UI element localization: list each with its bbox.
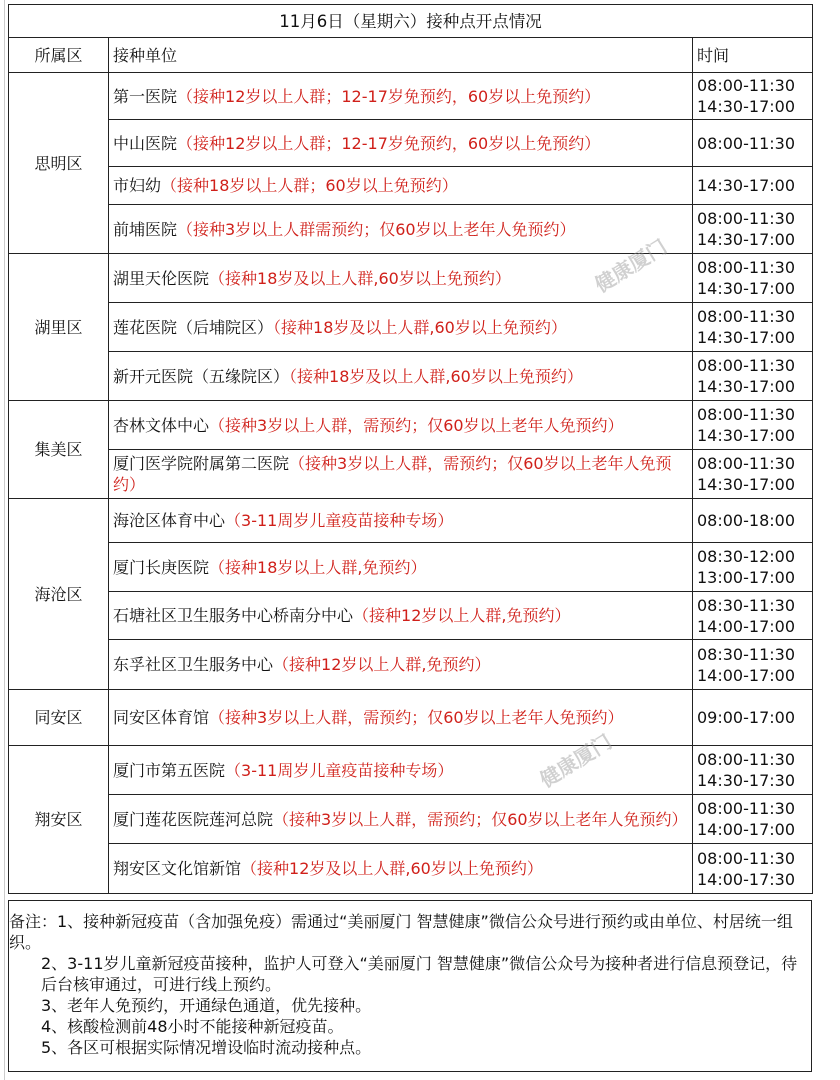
site-row xyxy=(9,352,813,401)
time-range: 14:30-17:00 xyxy=(697,426,795,445)
time-cell xyxy=(693,795,813,844)
time-range: 14:00-17:00 xyxy=(697,820,795,839)
watermark: 健康厦门 xyxy=(535,729,617,793)
site-row xyxy=(9,746,813,795)
district-name: 翔安区 xyxy=(9,746,109,894)
time-range: 08:00-11:30 xyxy=(697,258,795,277)
time-range: 08:00-18:00 xyxy=(697,511,795,530)
time-range: 08:00-11:30 xyxy=(697,133,795,153)
time-range: 08:00-11:30 xyxy=(697,307,795,326)
vaccination-schedule-table xyxy=(8,4,813,894)
time-range: 08:00-11:30 xyxy=(697,750,795,769)
site-row xyxy=(9,543,813,592)
remark-4: 4、核酸检测前48小时不能接种新冠疫苗。 xyxy=(41,1017,344,1036)
time-range: 08:00-11:30 xyxy=(697,405,795,424)
site-note: （接种3岁以上人群，需预约；仅60岁以上老年人免预约） xyxy=(209,708,624,727)
time-cell xyxy=(693,401,813,450)
site-row xyxy=(9,640,813,690)
site-row xyxy=(9,120,813,167)
time-cell xyxy=(693,450,813,499)
time-range: 14:00-17:00 xyxy=(697,665,795,685)
site-name: 厦门医学院附属第二医院 xyxy=(113,454,290,473)
time-cell xyxy=(693,640,813,690)
site-name: 新开元医院（五缘院区） xyxy=(113,366,290,386)
site-cell xyxy=(109,167,693,205)
time-range: 14:30-17:00 xyxy=(697,230,795,249)
site-note: （接种18岁及以上人群,60岁以上免预约） xyxy=(209,268,511,288)
time-range: 14:30-17:00 xyxy=(697,377,795,396)
site-note: （接种12岁以上人群,免预约） xyxy=(353,606,571,625)
district-name: 同安区 xyxy=(9,690,109,746)
site-note: （接种3岁以上人群，需预约；仅60岁以上老年人免预约） xyxy=(273,809,688,829)
site-cell xyxy=(109,499,693,543)
site-note: （接种18岁及以上人群,60岁以上免预约） xyxy=(273,317,567,337)
time-range: 08:00-11:30 xyxy=(697,209,795,228)
site-cell xyxy=(109,640,693,690)
site-row xyxy=(9,73,813,120)
site-note: （3-11周岁儿童疫苗接种专场） xyxy=(225,511,454,530)
time-cell xyxy=(693,205,813,254)
site-cell xyxy=(109,450,693,499)
time-cell xyxy=(693,690,813,746)
time-cell xyxy=(693,499,813,543)
site-name: 第一医院 xyxy=(113,86,178,106)
site-cell xyxy=(109,844,693,894)
site-note: （接种3岁以上人群，需预约；仅60岁以上老年人免预约） xyxy=(209,415,624,435)
header-site: 接种单位 xyxy=(109,38,693,73)
site-row xyxy=(9,450,813,499)
time-range: 08:30-11:30 xyxy=(697,644,795,664)
time-range: 08:00-11:30 xyxy=(697,848,795,868)
time-range: 08:30-11:30 xyxy=(697,595,795,615)
site-name: 东孚社区卫生服务中心 xyxy=(113,655,274,674)
remark-3: 3、老年人免预约，开通绿色通道，优先接种。 xyxy=(41,996,372,1015)
site-row xyxy=(9,499,813,543)
time-cell xyxy=(693,167,813,205)
time-cell xyxy=(693,844,813,894)
site-name: 石塘社区卫生服务中心桥南分中心 xyxy=(113,606,354,625)
time-range: 08:00-11:30 xyxy=(697,76,795,95)
site-cell xyxy=(109,73,693,120)
time-range: 08:30-12:00 xyxy=(697,547,795,566)
time-range: 14:30-17:00 xyxy=(697,279,795,298)
time-range: 08:00-11:30 xyxy=(697,454,795,473)
time-range: 08:00-11:30 xyxy=(697,799,795,818)
site-name: 厦门莲花医院莲河总院 xyxy=(113,809,274,829)
site-cell xyxy=(109,352,693,401)
site-note: （接种3岁以上人群需预约；仅60岁以上老年人免预约） xyxy=(177,219,576,239)
time-cell xyxy=(693,746,813,795)
district-name: 海沧区 xyxy=(9,499,109,690)
site-name: 莲花医院（后埔院区） xyxy=(113,317,274,337)
site-name: 厦门市第五医院 xyxy=(113,760,226,780)
site-row xyxy=(9,167,813,205)
time-cell xyxy=(693,543,813,592)
time-range: 14:00-17:30 xyxy=(697,869,795,889)
time-range: 14:30-17:30 xyxy=(697,771,795,790)
time-range: 14:30-17:00 xyxy=(697,97,795,116)
site-name: 前埔医院 xyxy=(113,219,178,239)
watermark: 健康厦门 xyxy=(590,234,672,298)
site-name: 厦门长庚医院 xyxy=(113,557,210,577)
site-row xyxy=(9,303,813,352)
site-row xyxy=(9,592,813,640)
remark-1: 备注：1、接种新冠疫苗（含加强免疫）需通过“美丽厦门 智慧健康”微信公众号进行预约或由单位、村居统一组织。 xyxy=(9,912,793,952)
header-district: 所属区 xyxy=(9,38,109,73)
district-name: 思明区 xyxy=(9,73,109,254)
time-range: 14:30-17:00 xyxy=(697,328,795,347)
site-name: 海沧区体育中心 xyxy=(113,511,226,530)
time-cell xyxy=(693,303,813,352)
site-row xyxy=(9,205,813,254)
site-cell xyxy=(109,401,693,450)
site-note: （接种3岁以上人群，需预约；仅60岁以上老年人免预约） xyxy=(113,454,672,494)
header-row xyxy=(9,38,813,73)
site-name: 中山医院 xyxy=(113,133,178,153)
site-cell xyxy=(109,795,693,844)
time-cell xyxy=(693,73,813,120)
time-cell xyxy=(693,592,813,640)
site-cell xyxy=(109,205,693,254)
time-range: 13:00-17:00 xyxy=(697,568,795,587)
site-row xyxy=(9,254,813,303)
time-cell xyxy=(693,254,813,303)
time-range: 14:30-17:00 xyxy=(697,176,795,195)
site-row xyxy=(9,690,813,746)
site-name: 杏林文体中心 xyxy=(113,415,210,435)
site-name: 翔安区文化馆新馆 xyxy=(113,859,242,878)
site-note: （接种18岁及以上人群,60岁以上免预约） xyxy=(289,366,583,386)
site-note: （接种12岁以上人群；12-17岁免预约，60岁以上免预约） xyxy=(177,86,601,106)
site-name: 市妇幼 xyxy=(113,176,162,195)
time-range: 08:00-11:30 xyxy=(697,356,795,375)
site-cell xyxy=(109,120,693,167)
left-edge-divider xyxy=(0,0,5,1080)
time-range: 14:00-17:00 xyxy=(697,616,795,636)
time-cell xyxy=(693,120,813,167)
site-row xyxy=(9,844,813,894)
site-cell xyxy=(109,592,693,640)
site-name: 湖里天伦医院 xyxy=(113,268,210,288)
district-name: 集美区 xyxy=(9,401,109,499)
site-note: （接种12岁以上人群；12-17岁免预约，60岁以上免预约） xyxy=(177,133,601,153)
remarks-box xyxy=(8,900,812,1072)
time-range: 09:00-17:00 xyxy=(697,708,795,727)
site-note: （接种18岁以上人群,免预约） xyxy=(209,557,427,577)
site-cell xyxy=(109,303,693,352)
district-name: 湖里区 xyxy=(9,254,109,401)
site-note: （接种12岁及以上人群,60岁以上免预约） xyxy=(241,859,543,878)
site-cell xyxy=(109,543,693,592)
site-note: （接种12岁以上人群,免预约） xyxy=(273,655,491,674)
site-note: （3-11周岁儿童疫苗接种专场） xyxy=(225,760,454,780)
site-row xyxy=(9,401,813,450)
time-range: 14:30-17:00 xyxy=(697,475,795,494)
header-time: 时间 xyxy=(693,38,813,73)
site-name: 同安区体育馆 xyxy=(113,708,210,727)
remark-2: 2、3-11岁儿童新冠疫苗接种，监护人可登入“美丽厦门 智慧健康”微信公众号为接种者进行信息预登记，待后台核审通过，可进行线上预约。 xyxy=(41,954,798,994)
table-title: 11月6日（星期六）接种点开点情况 xyxy=(9,5,813,38)
site-row xyxy=(9,795,813,844)
site-note: （接种18岁以上人群；60岁以上免预约） xyxy=(161,176,458,195)
remark-5: 5、各区可根据实际情况增设临时流动接种点。 xyxy=(41,1038,372,1057)
time-cell xyxy=(693,352,813,401)
